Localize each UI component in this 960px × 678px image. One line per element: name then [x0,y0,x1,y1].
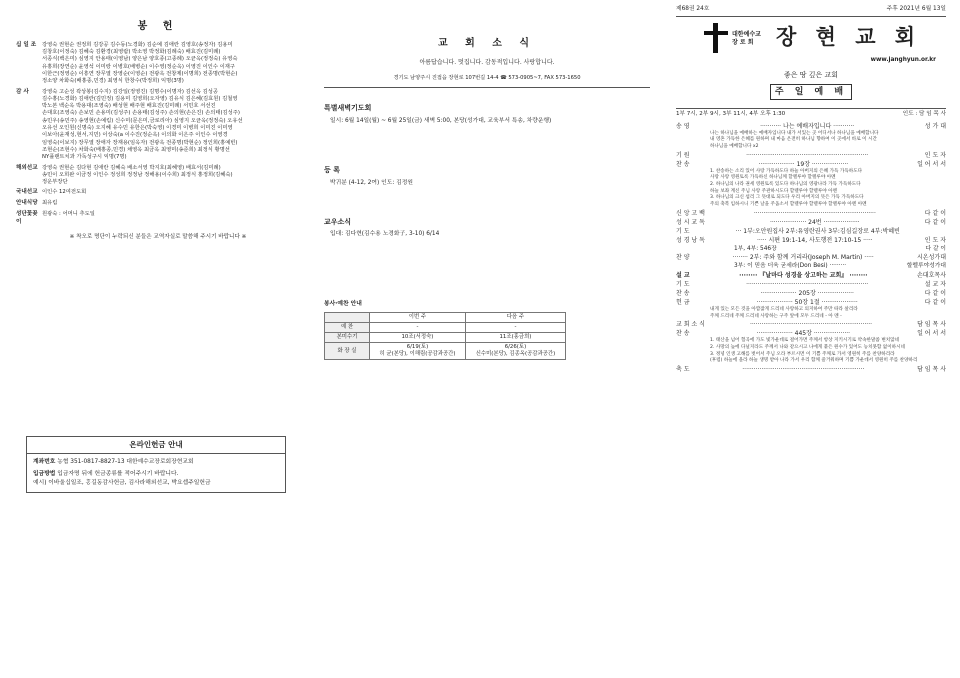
worship-sub-leader: 다 같 이 [925,245,946,252]
offering-column [0,0,308,678]
news-item-heading: 특별새벽기도회 [324,104,372,113]
table-row [325,313,566,323]
worship-detail: ··················· 50장 1절 ··················· [756,299,858,307]
offering-names-line: 김수홍(노경화) 김애란(김민정) 김용미 김영희(오자영) 김유식 김은혜(김효원) 김철영 [42,95,238,102]
table-cell: - [465,323,565,333]
service-times [676,108,946,119]
service-leader: 인도 : 담 임 목 사 [902,111,946,118]
news-slogan: 아름답습니다. 멋집니다. 감동적입니다. 사랑합니다. [419,58,555,66]
offering-names-line: 서종식(백은미) 심영지 안용태(이영남) 양은남 양호종(고종례) 오균옥(정정숙) 유영숙 [42,56,238,63]
denomination-label [732,31,761,47]
worship-order-row [676,209,946,218]
table-row [325,333,566,343]
table-cell: - [370,323,466,333]
worship-item: 성 시 교 독 [676,218,705,226]
news-item-1 [324,166,650,188]
account-label: 계좌번호 [33,459,56,466]
offering-section-label: 해외선교 [16,164,38,171]
offering-section [16,211,300,226]
table-row-label: 화 장 실 [325,343,370,360]
issue-date: 주후 2021년 6월 13일 [886,6,946,12]
church-slogan: 좋은 땅 깊은 교회 [783,70,838,79]
account-row [33,458,279,467]
worship-order-row [676,271,946,280]
worship-item: 찬 송 [676,290,690,298]
offering-names [42,42,300,86]
worship-detail: ································································ [753,209,876,217]
news-item-body: 박귀분 (4-12, 2여) 인도: 김정원 [330,179,413,186]
account-number: 농협 351-0817-8827-13 대한예수교장로회장현교회 [57,459,194,466]
lyric-line: 주의 축복 임하시니 기쁜 날을 주옵소서 할렐루야 할렐루야 할렐루야 아멘 아멘 [710,202,867,207]
table-cell: 11조(홍금희) [465,333,565,343]
worship-leader: 담 임 목 사 [917,365,946,373]
offering-section [16,165,300,187]
worship-item: 기 도 [676,281,690,289]
worship-leader: 다 같 이 [924,218,946,226]
worship-order-row [676,289,946,298]
worship-detail: ····· 시편 19:1-14, 사도행전 17:10-15 ····· [757,236,873,244]
offering-names-line: 송민우(송민주) 송영현(손예림) 신수미(문은미,금로리아) 심영지 오균옥(정정숙) 오유선 [42,117,243,124]
worship-leader: 일 어 서 서 [917,330,946,338]
worship-order-row [676,253,946,262]
offering-section-label: 국내선교 [16,189,38,196]
worship-order-row [676,298,946,307]
table-cell: 6/19(토) 히 균(본당), 이해림(공감과공간) [370,343,466,360]
worship-order [676,122,946,374]
worship-item: 설 교 [676,272,690,280]
offering-section [16,42,300,86]
table-header-this-week: 이번 주 [370,313,466,323]
worship-detail: ··················· 24번 ··················· [769,218,860,226]
online-offering-box [26,436,286,493]
offering-section [16,89,300,162]
news-item-body: 입대: 김다현(김수용 노경화子, 3-10) 6/14 [330,231,440,238]
worship-order-row [676,122,946,131]
offering-names-line: 유홍희(장연순) 윤영석 이미랑 이병호(배병순) 이수영(정순옥) 이영진 이인수 이재구 [42,63,236,70]
method-row [33,470,279,479]
offering-section-label: 십 일 조 [16,41,37,48]
worship-order-row [676,236,946,245]
lyric-line: 나는 하나님을 예배하는 예배자입니다 내가 서있는 곳 어디서나 하나님을 예배합니다 [710,130,879,136]
lyric-line: 3. 정녕 인생 고해를 벗어서 주님 오라 부르시면 이 기쁨 주께로 가서 영원히 주를 찬양하리라 [710,351,895,357]
hymn-lyrics [676,169,946,209]
worship-sub-row [676,245,946,254]
worship-item: 성 경 낭 독 [676,236,705,244]
method-label: 입금방법 [33,471,56,478]
news-item-0 [324,104,650,126]
offering-section-label: 성단꽃꽂이 [16,210,38,225]
hymn-lyrics [676,338,946,365]
worship-item: 기 도 [676,227,690,235]
worship-item: 교 회 소 식 [676,321,705,329]
worship-column [660,0,960,678]
worship-order-row [676,218,946,227]
offering-names-line: 정운부장단 [42,179,68,186]
offering-sections [16,42,300,227]
lyric-line: 내 영혼 가득한 은혜를 원하며 내 마음 온전히 하나님 향하여 이 곳에서 바로 이 시간 [710,137,877,143]
offering-section [16,200,300,208]
lyric-line: 하나님을 예배합니다 x2 [710,144,759,150]
worship-leader: 시온성가대 [917,254,946,262]
offering-section [16,189,300,197]
lyric-line: 하늘 보좌 계신 주님 사랑 주관하시도다 할렐루야 할렐루야 아멘 [710,188,838,194]
worship-order-row [676,320,946,329]
worship-item: 찬 송 [676,160,690,168]
offering-names-line: 이인수 12여전도회 [42,189,87,196]
issue-header [676,6,946,17]
church-name: 장 현 교 회 [776,23,922,49]
worship-order-row [676,151,946,160]
worship-detail: ··· 1부:오안원집사 2부:유영란권사 3부:김심길장로 4부:박혜빈 [735,227,900,235]
online-offering-title: 온라인헌금 안내 [27,437,285,454]
lyric-line: 내게 있는 모든 것을 아깝잖게 드리네 사랑하고 의지하여 주만 따라 살리라 [710,307,858,313]
worship-item: 헌 금 [676,299,690,307]
worship-detail: ································································ [742,365,865,373]
worship-leader: 설 교 자 [924,281,946,289]
worship-sub-item: 3부: 이 믿음 더욱 굳세라(Don Besi) ········· [734,263,847,270]
table-cell [325,313,370,323]
volume-number: 제68권 24호 [676,6,710,12]
lyric-line: 사랑 사랑 영원토록 가득하신 하나님께 할렐루야 할렐루야 아멘 [710,175,836,181]
worship-detail: ········ 『날마다 성경을 상고하는 교회』 ········ [739,272,868,280]
hymn-lyrics [676,131,946,151]
worship-leader: 인 도 자 [924,151,946,159]
offering-names-line: NY플랜트치과 가독성구시 익명(7명) [42,154,127,161]
worship-order-row [676,227,946,236]
worship-detail: ································································ [746,151,869,159]
lyric-line: 2. 하나님의 나라 권세 영원토록 있도다 하나님의 영광나라 가득 가득하도다 [710,182,861,188]
omission-note: ※ 착오로 명단이 누락되신 분들은 교역자실로 말씀해 주시기 바랍니다 ※ [69,234,247,241]
worship-sub-row [676,262,946,271]
worship-detail: ··················· 19장 ··················· [758,160,849,168]
offering-section-label: 안내식당 [16,200,38,207]
table-cell: 6/26(토) 신수미(본당), 김종옥(공감과공간) [465,343,565,360]
service-schedule-table [324,312,566,360]
offering-names-line: 정소양 차화숙(배홍종,민경) 최영식 한창수(박정희) 익명(3명) [42,78,184,85]
news-column [308,0,660,678]
worship-leader: 일 어 서 서 [917,160,946,168]
table-row [325,343,566,360]
service-times-text: 1부 7시, 2부 9시, 3부 11시, 4부 오후 1:30 [676,111,786,118]
offering-names-line: 김창호(이정숙) 김혜숙 김환경(최영람) 박소영 박정화(김례숙) 배효진(김미례) [42,49,221,56]
offering-names [42,211,300,226]
offering-names-line: 이한근(정영순) 이흥연 장무열 장영순(이영순) 전광옥 전창제(이명희) 전종명(박현순) [42,70,238,77]
worship-item: 신 앙 고 백 [676,209,705,217]
worship-leader: 손대호목사 [917,272,946,280]
table-row-label: 예 찬 [325,323,370,333]
worship-order-row [676,280,946,289]
church-logo [676,23,946,63]
service-schedule [324,301,650,360]
table-cell: 10조(서정숙) [370,333,466,343]
worship-order-row [676,329,946,338]
news-item-2 [324,218,650,240]
worship-sub-item: 1부, 4부: 546장 [734,245,777,252]
news-title: 교 회 소 식 [437,38,537,49]
worship-item: 찬 송 [676,330,690,338]
offering-section-label: 감 사 [16,88,29,95]
worship-item: 축 도 [676,365,690,373]
offering-names-line: 조현순(조현수) 차화숙(배홍종,민경) 채영옥 최금옥 최영미(송준희) 최정식 황명선 [42,146,230,153]
lyric-line: 2. 사망의 늪에 다닐지라도 주께서 나와 같으시고 나에게 붙은 원수가 있어도 능치못함 없이하시네 [710,345,905,350]
service-schedule-title: 봉사·예찬 안내 [324,301,362,308]
worship-detail: ································································ [749,321,873,329]
offering-names [42,89,300,162]
worship-leader: 다 같 이 [924,290,946,298]
news-item-body: 일시: 6월 14일(월) ~ 6월 25일(금) 새벽 5:00, 본당(성가대, 교육부서 특송, 차량운행) [330,117,552,124]
offering-names-line: 강영숙 고순성 곽상봉(김수지) 김강일(정영진) 김명수(이명자) 김선옥 김성공 [42,88,219,95]
table-row [325,323,566,333]
offering-names-line: 손대호(조영숙) 손보민 손용미(김성주) 손용태(김성주) 손의현(손은진) 손의태(김성주) [42,110,240,117]
lyric-line: 1. 찬송하는 소리 있어 사랑 가득하도다 하늘 아버지의 은혜 가득 가득하도다 [710,168,863,174]
worship-item: 찬 양 [676,254,690,262]
offering-names-line: 오유선 오인원(신명숙) 오지혜 유수민 유한은(박숙영) 이경미 이병희 이미진 이미영 [42,125,233,132]
worship-detail: ········ 2부: 주와 함께 거리라(Joseph M. Martin) ····· [732,254,874,262]
hymn-lyrics [676,307,946,320]
worship-sub-leader: 할렐루야성가대 [906,263,946,270]
offering-names [42,165,300,187]
worship-detail: ··················· 205장 ··················· [760,290,854,298]
method-text: 입금자명 뒤에 헌금종류를 적어주시기 바랍니다. [57,471,179,478]
worship-detail: ································································ [746,281,869,289]
denomination-line-1: 대한예수교 [732,30,761,38]
worship-detail: ··················· 445장 ··················· [756,330,851,338]
worship-item: 기 원 [676,151,690,159]
website-link[interactable]: www.janghyun.or.kr [870,56,936,63]
news-item-heading: 등 록 [324,165,340,174]
lyric-line: 1. 태산을 넘어 험곡에 가도 빛가운데로 걸어가면 주께서 항상 지키시기로 약속한말씀 변치않네 [710,338,900,344]
offering-names-line: 임영숙(이보지) 장무열 장애자 장재용(임옥자) 전광옥 전종명(박현순) 정인희(홍예빈) [42,139,238,146]
method-example: 예시) 이바울십일조, 홍길동감사헌금, 김사라해외선교, 박요셉주일헌금 [33,480,211,487]
worship-detail: ··········· 나는 예배자입니다 ··········· [760,122,855,130]
worship-leader: 다 같 이 [924,209,946,217]
lyric-line: (후렴) 하늘에 올라 하늘 생명 받아 나라 가서 우리 함께 즐거워하며 기쁨 가운데서 영원히 주를 찬양하리 [710,358,918,364]
offering-names [42,200,300,208]
table-row-label: 본미수기 [325,333,370,343]
worship-leader: 인 도 자 [924,236,946,244]
offering-names [42,189,300,197]
offering-names-line: 원광숙 : 어머니 추도일 [42,210,95,217]
church-address: 경기도 남양주시 진접읍 장현로 107번길 14-4 ☎ 573-0905~7, FAX 573-1650 [324,75,650,88]
offering-names-line: 이보아(윤재성,현서,지민) 이상숙(a 이수진(정순옥) 이의화 이은주 이인수 이영경 [42,132,228,139]
worship-item: 송 영 [676,122,690,130]
offering-names-line: 박노본 백순옥 박용대(조영숙) 배성현 배주현 배효진(김미례) 서민호 서선진 [42,103,216,110]
offering-names-line: 최유림 [42,200,58,207]
news-item-heading: 교우소식 [324,217,352,226]
worship-leader: 다 같 이 [924,299,946,307]
worship-order-row [676,160,946,169]
worship-leader: 담 임 목 사 [917,321,946,329]
worship-leader: 성 가 대 [924,122,946,130]
lyric-line: 3. 하나님의 크신 섭리 그 뜻대로 되도다 우리 아버지의 뜻은 가득 가득하도다 [710,195,864,201]
offering-title: 봉 헌 [137,21,179,32]
cross-icon [704,23,728,53]
worship-title: 주 일 예 배 [770,84,852,100]
offering-names-line: 송민이 오희완 이금정 이인수 정성희 정정남 정해용(이수희) 최정식 홍정희(김혜숙) [42,171,233,178]
worship-order-row [676,365,946,374]
offering-names-line: 강영숙 권현순 김다현 김애란 김혜숙 배소서영 박지호(최혜영) 배효서(김미례) [42,164,221,171]
offering-names-line: 강영숙 권현순 권정희 김강공 김수동(노경화) 김순예 김애란 김영호(송정자) 김용미 [42,41,233,48]
denomination-line-2: 장 로 회 [732,38,754,46]
lyric-line: 주께 드리네 주께 드리네 사랑하는 구주 앞에 모두 드리네 - 아 멘 - [710,313,842,319]
table-header-next-week: 다음 주 [465,313,565,323]
